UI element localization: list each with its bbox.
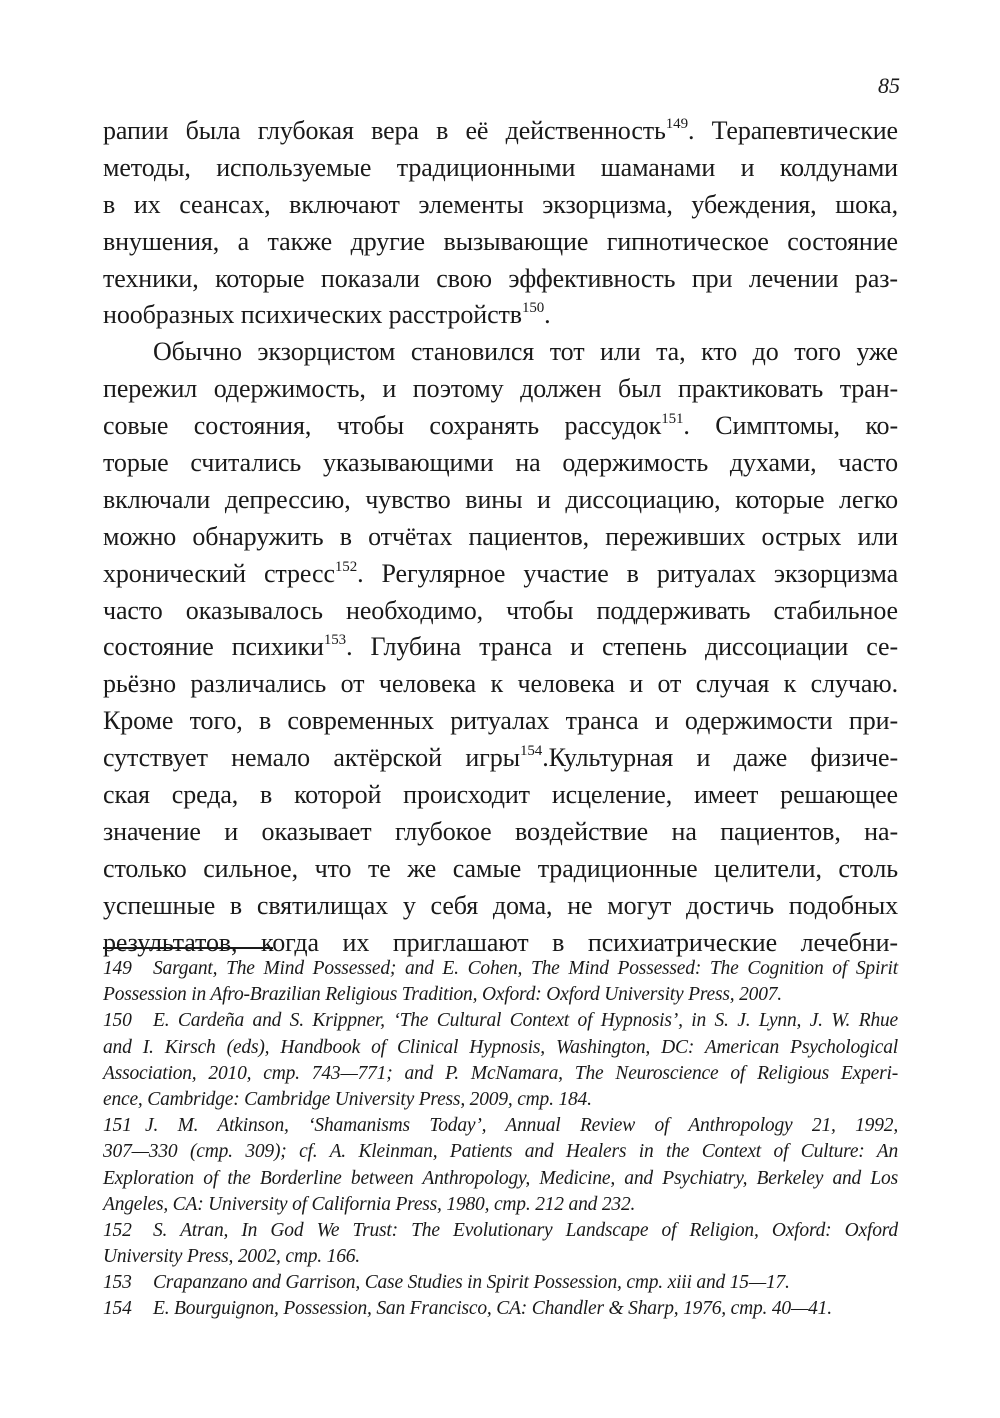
body-line: Кроме того, в современных ритуалах транса и одержимости при- [103, 706, 898, 736]
body-line: пережил одержимость, и поэтому должен был практиковать тран- [103, 374, 898, 404]
body-line: столько сильное, что те же самые традиционные целители, столь [103, 853, 898, 883]
footnotes [103, 956, 898, 1323]
footnote-ref-154[interactable]: 154 [519, 743, 543, 760]
page-number: 85 [878, 73, 900, 98]
footnote-151: 151 J. M. Atkinson, ‘Shamanisms Today’, Annual Review of Anthropology 21, 1992, [103, 1113, 898, 1139]
footnote-ref-152[interactable]: 152 [334, 558, 358, 575]
footnote-number: 152 [103, 1219, 132, 1241]
body-line: значение и оказывает глубокое воздействие на пациентов, на- [103, 816, 898, 846]
body-line: совые состояния, чтобы сохранять рассудок$^{151}$. Симптомы, ко- [103, 411, 898, 441]
footnote-150-cont: Association, 2010, стр. 743—771; and P. McNamara, The Neuroscience of Religious Experi- [103, 1062, 898, 1084]
body-text [103, 113, 898, 961]
body-line: успешные в святилищах у себя дома, не могут достичь подобных [103, 890, 898, 920]
footnote-number: 154 [103, 1298, 132, 1320]
footnote-150: 150 E. Cardeña and S. Krippner, ‘The Cultural Context of Hypnosis’, in S. J. Lynn, J. W. Rhue [103, 1008, 898, 1034]
footnote-153: 153 Crapanzano and Garrison, Case Studies in Spirit Possession, стр. xiii and 15—17. [103, 1270, 898, 1296]
body-line: рапии была глубокая вера в её действенность$^{149}$. Терапевтические [103, 116, 898, 145]
footnote-separator-rule [103, 947, 273, 949]
footnote-152: 152 S. Atran, In God We Trust: The Evolutionary Landscape of Religion, Oxford: Oxford [103, 1218, 898, 1244]
footnote-ref-151[interactable]: 151 [661, 411, 684, 428]
footnote-ref-149[interactable]: 149 [665, 116, 688, 132]
footnote-ref-153[interactable]: 153 [323, 632, 347, 649]
footnote-ref-150[interactable]: 150 [521, 300, 545, 317]
footnote-149: 149 Sargant, The Mind Possessed; and E. Cohen, The Mind Possessed: The Cognition of Spirit [103, 956, 898, 982]
body-line: методы, используемые традиционными шаманами и колдунами [103, 152, 898, 182]
footnote-151-cont: 307—330 (стр. 309); cf. A. Kleinman, Patients and Healers in the Context of Culture: An [103, 1141, 898, 1163]
body-line: в их сеансах, включают элементы экзорцизма, убеждения, шока, [103, 189, 898, 219]
body-line: Обычно экзорцистом становился тот или та, кто до того уже [153, 337, 898, 367]
body-line: результатов, когда их приглашают в психиатрические лечебни- [103, 927, 898, 957]
footnote-154: 154 E. Bourguignon, Possession, San Francisco, CA: Chandler & Sharp, 1976, стр. 40—41. [103, 1296, 898, 1322]
footnote-151-cont: Angeles, CA: University of California Press, 1980, стр. 212 and 232. [103, 1193, 636, 1215]
body-line: сутствует немало актёрской игры$^{154}$.Культурная и даже физиче- [103, 743, 898, 773]
body-line: часто оказывалось необходимо, чтобы поддерживать стабильное [103, 595, 898, 625]
body-line: торые считались указывающими на одержимость духами, часто [103, 448, 898, 478]
footnote-152-cont: University Press, 2002, стр. 166. [103, 1246, 360, 1268]
footnote-151-cont: Exploration of the Borderline between Anthropology, Medicine, and Psychiatry, Berkeley and Los [103, 1167, 898, 1189]
body-line: ская среда, в которой происходит исцеление, имеет решающее [103, 780, 898, 810]
body-line: состояние психики$^{153}$. Глубина транса и степень диссоциации се- [103, 632, 898, 662]
body-line: можно обнаружить в отчётах пациентов, переживших острых или [103, 521, 898, 551]
body-line: рьёзно различались от человека к человека и от случая к случаю. [103, 669, 898, 699]
footnote-number: 151 [103, 1115, 132, 1137]
body-line: нообразных психических расстройств$^{150}$. [103, 300, 551, 330]
footnote-number: 153 [103, 1272, 132, 1294]
body-line: техники, которые показали свою эффективность при лечении раз- [103, 263, 898, 293]
footnote-number: 149 [103, 958, 132, 979]
footnote-149-cont: Possession in Afro-Brazilian Religious Tradition, Oxford: Oxford University Press, 2007. [103, 984, 782, 1006]
body-line: внушения, а также другие вызывающие гипнотическое состояние [103, 226, 898, 256]
footnote-150-cont: and I. Kirsch (eds), Handbook of Clinical Hypnosis, Washington, DC: American Psychological [103, 1036, 898, 1058]
body-line: включали депрессию, чувство вины и диссоциацию, которые легко [103, 484, 898, 514]
body-line: хронический стресс$^{152}$. Регулярное участие в ритуалах экзорцизма [103, 558, 899, 588]
footnote-number: 150 [103, 1010, 132, 1032]
footnote-150-cont: ence, Cambridge: Cambridge University Press, 2009, стр. 184. [103, 1088, 592, 1110]
